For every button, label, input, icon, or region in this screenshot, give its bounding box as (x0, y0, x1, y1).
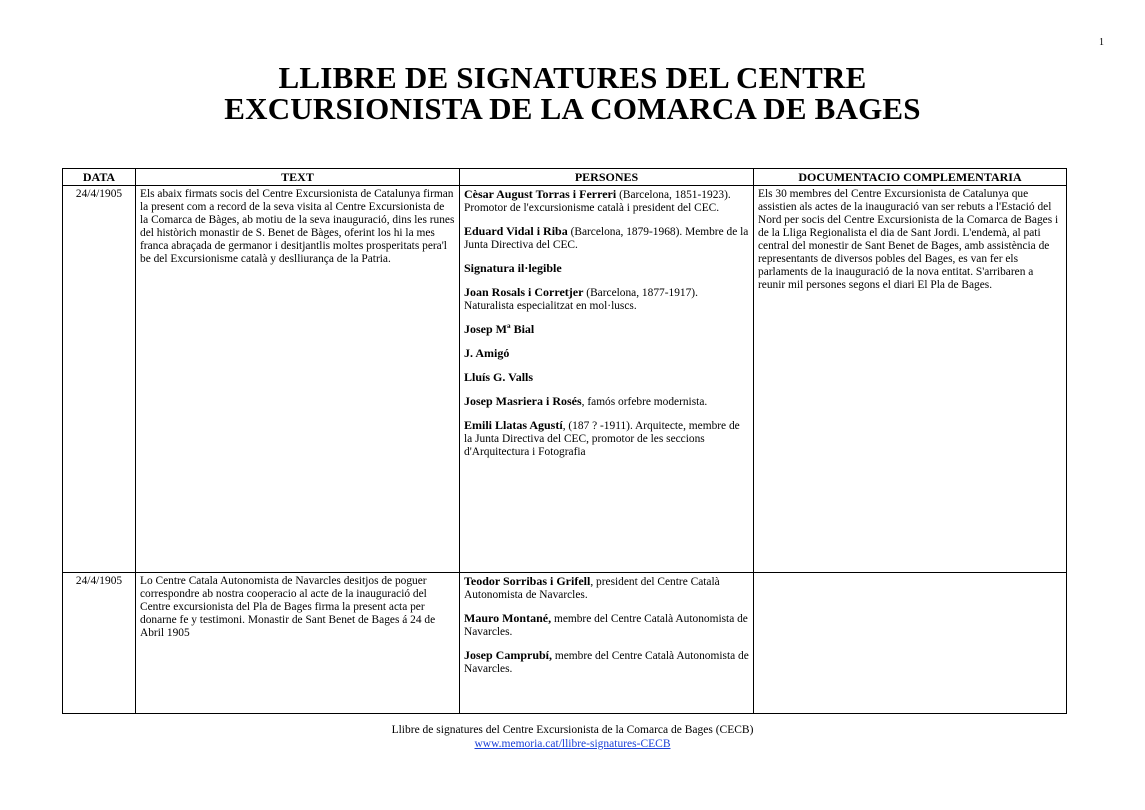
person-name: Cèsar August Torras i Ferreri (464, 187, 617, 201)
person-entry (464, 225, 749, 252)
documentation-cell: Els 30 membres del Centre Excursionista de Catalunya que assistien als actes de la inauguració van ser rebuts a l'Estació del Nord per socis del Centre Excursionista de la Comarca de Bages i de la Lliga Regionalista el dia de Sant Jordi. L'endemà, al pati central del monestir de Sant Benet de Bages, amb assistència de representants de diversos pobles del Bages, es van fer els parlaments de la inauguració de la nova entitat. S'arribaren a reunir mil persones segons el diari El Pla de Bages. (754, 186, 1067, 573)
signatures-table (62, 168, 1067, 714)
person-description: (Barcelona, 1851-1923). Promotor de l'excursionisme català i president del CEC. (464, 189, 731, 214)
person-entry (464, 419, 749, 459)
page-title (0, 62, 1145, 124)
person-name: Joan Rosals i Corretjer (464, 285, 584, 299)
person-name: Lluís G. Valls (464, 370, 534, 384)
title-line-1: LLIBRE DE SIGNATURES DEL CENTRE (278, 60, 867, 95)
person-name: Teodor Sorribas i Grifell (464, 574, 591, 588)
person-entry (464, 286, 749, 313)
person-description: (Barcelona, 1877-1917). Naturalista especialitzat en mol·luscs. (464, 287, 698, 312)
footer-text: Llibre de signatures del Centre Excursionista de la Comarca de Bages (CECB) (391, 724, 754, 736)
column-header-text: TEXT (136, 169, 460, 186)
person-description: membre del Centre Català Autonomista de Navarcles. (464, 613, 748, 638)
person-name: Emili Llatas Agustí (464, 418, 563, 432)
person-name: Signatura il·legible (464, 261, 562, 275)
date-cell: 24/4/1905 (63, 186, 136, 573)
column-header-persons: PERSONES (460, 169, 754, 186)
person-name: Josep Camprubí, (464, 648, 553, 662)
person-name: Josep Mª Bial (464, 322, 535, 336)
person-entry (464, 649, 749, 676)
person-entry (464, 347, 749, 361)
documentation-cell (754, 573, 1067, 714)
table-row (63, 186, 1067, 573)
footer-link[interactable]: www.memoria.cat/llibre-signatures-CECB (474, 738, 671, 750)
column-header-documentation: DOCUMENTACIO COMPLEMENTARIA (754, 169, 1067, 186)
title-line-2: EXCURSIONISTA DE LA COMARCA DE BAGES (224, 91, 921, 126)
person-entry (464, 575, 749, 602)
table-header-row (63, 169, 1067, 186)
text-cell: Lo Centre Catala Autonomista de Navarcles desitjos de poguer correspondre ab nostra cooperacio al acte de la inauguració del Centre excursionista del Pla de Bages firma la present acta per donarne fe y testimoni. Monastir de Sant Benet de Bages á 24 de Abril 1905 (136, 573, 460, 714)
page-footer (0, 723, 1145, 751)
person-description: , famós orfebre modernista. (581, 396, 708, 408)
person-entry (464, 188, 749, 215)
page-number: 1 (1099, 37, 1104, 48)
text-cell: Els abaix firmats socis del Centre Excursionista de Catalunya firman la present com a record de la seva visita al Centre Excursionista de la Comarca de Bàges, ab motiu de la seva inauguració, dins les runes del històrich monastir de S. Benet de Bàges, oferint los hi la mes franca abraçada de germanor i desitjantlis moltes prosperitats pera'l be del Excursionisme català y deslliurança de la Patria. (136, 186, 460, 573)
persons-cell (460, 573, 754, 714)
person-description: , (187 ? -1911). Arquitecte, membre de la Junta Directiva del CEC, promotor de les seccions d'Arquitectura i Fotografia (464, 420, 740, 458)
person-entry (464, 262, 749, 276)
person-name: Josep Masriera i Rosés (464, 394, 582, 408)
table-row (63, 573, 1067, 714)
person-name: Eduard Vidal i Riba (464, 224, 568, 238)
person-entry (464, 323, 749, 337)
person-entry (464, 612, 749, 639)
date-cell: 24/4/1905 (63, 573, 136, 714)
person-entry (464, 371, 749, 385)
person-description: (Barcelona, 1879-1968). Membre de la Junta Directiva del CEC. (464, 226, 749, 251)
person-name: J. Amigó (464, 346, 510, 360)
persons-cell (460, 186, 754, 573)
person-description: , president del Centre Català Autonomista de Navarcles. (464, 576, 720, 601)
person-name: Mauro Montané, (464, 611, 552, 625)
column-header-date: DATA (63, 169, 136, 186)
person-entry (464, 395, 749, 409)
person-description: membre del Centre Català Autonomista de Navarcles. (464, 650, 749, 675)
